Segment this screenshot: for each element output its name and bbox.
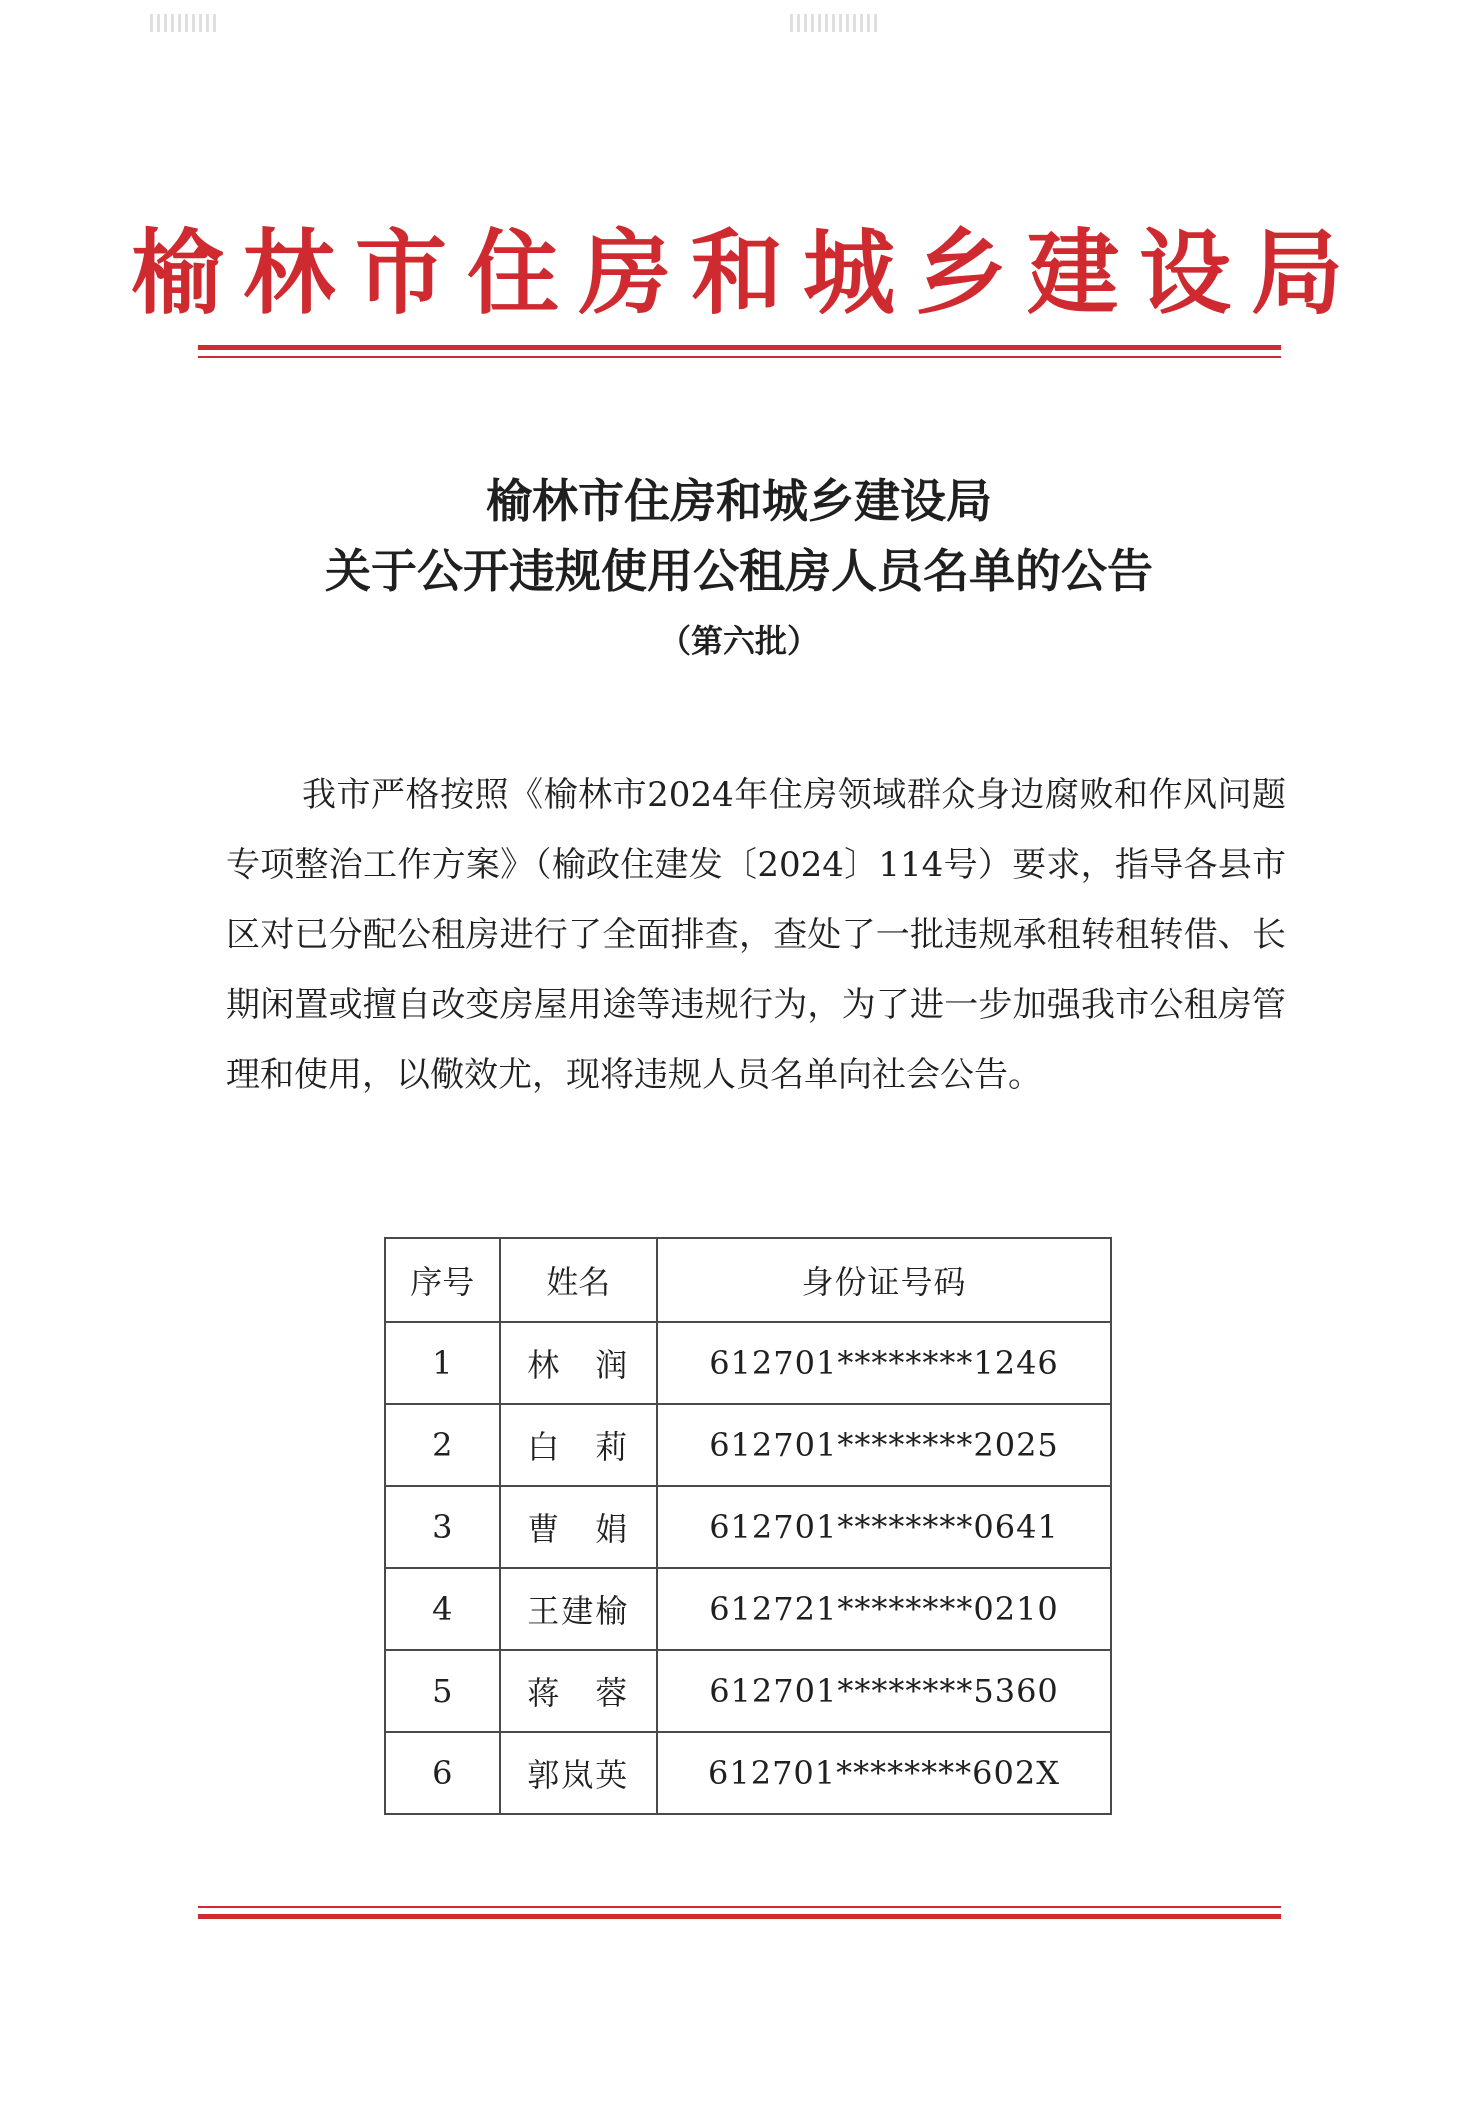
row-seq: 3 <box>385 1486 500 1568</box>
row-seq: 2 <box>385 1404 500 1486</box>
table-header-row <box>385 1238 1111 1322</box>
row-id: 612721********0210 <box>657 1568 1111 1650</box>
letterhead-rule-bottom <box>198 356 1281 358</box>
row-id: 612701********2025 <box>657 1404 1111 1486</box>
table-row <box>385 1732 1111 1814</box>
row-id: 612701********1246 <box>657 1322 1111 1404</box>
row-name: 王建榆 <box>500 1568 657 1650</box>
table-row <box>385 1404 1111 1486</box>
row-seq: 4 <box>385 1568 500 1650</box>
scan-artifact <box>150 14 220 32</box>
row-name: 白 莉 <box>500 1404 657 1486</box>
notice-title-line1: 榆林市住房和城乡建设局 <box>486 474 992 528</box>
letterhead-title: 榆林市住房和城乡建设局 <box>130 220 1363 327</box>
row-id: 612701********602X <box>657 1732 1111 1814</box>
row-name: 曹 娟 <box>500 1486 657 1568</box>
row-seq: 6 <box>385 1732 500 1814</box>
table-row <box>385 1486 1111 1568</box>
header-seq: 序号 <box>385 1238 500 1322</box>
footer-rule-bottom <box>198 1914 1281 1919</box>
notice-title-line2: 关于公开违规使用公租房人员名单的公告 <box>325 544 1153 598</box>
table-row <box>385 1322 1111 1404</box>
row-name: 林 润 <box>500 1322 657 1404</box>
violators-table <box>384 1237 1112 1815</box>
row-name: 郭岚英 <box>500 1732 657 1814</box>
table-row <box>385 1650 1111 1732</box>
row-seq: 5 <box>385 1650 500 1732</box>
notice-batch: （第六批） <box>658 622 819 660</box>
letterhead-rule-top <box>198 345 1281 350</box>
header-name: 姓名 <box>500 1238 657 1322</box>
scan-artifact <box>790 14 880 32</box>
row-name: 蒋 蓉 <box>500 1650 657 1732</box>
table-row <box>385 1568 1111 1650</box>
row-id: 612701********0641 <box>657 1486 1111 1568</box>
row-seq: 1 <box>385 1322 500 1404</box>
notice-body: 我市严格按照《榆林市2024年住房领域群众身边腐败和作风问题专项整治工作方案》（榆政住建发〔2024〕114号）要求，指导各县市区对已分配公租房进行了全面排查，查处了一批违规承租转租转借、长期闲置或擅自改变房屋用途等违规行为，为了进一步加强我市公租房管理和使用，以儆效尤，现将违规人员名单向社会公告。 <box>226 775 1286 1095</box>
header-id: 身份证号码 <box>657 1238 1111 1322</box>
row-id: 612701********5360 <box>657 1650 1111 1732</box>
footer-rule-top <box>198 1906 1281 1908</box>
